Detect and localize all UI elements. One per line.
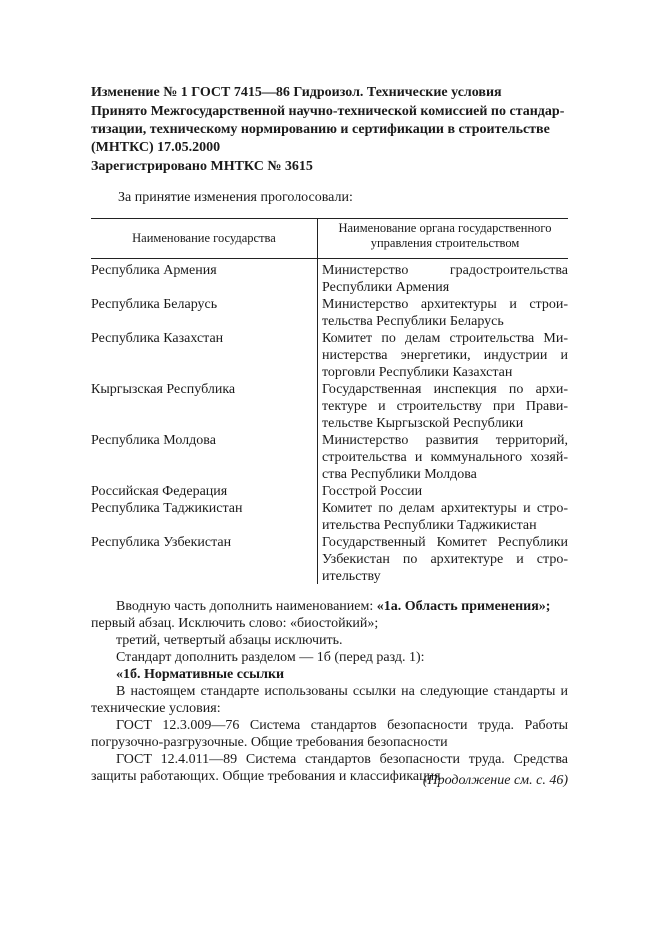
table-row bbox=[91, 483, 568, 500]
state-cell: Республика Казахстан bbox=[91, 331, 224, 346]
body-paragraph: В настоящем стандарте использованы ссылки на следующие стандарты и технические условия: bbox=[91, 684, 568, 716]
voting-table bbox=[91, 262, 568, 585]
organ-cell: Государственный Комитет Республики Узбекистан по архитектуре и строительству bbox=[322, 535, 568, 584]
organ-cell: Государственная инспекция по архитектуре и строительству при Правительстве Кыргызской Республики bbox=[322, 382, 568, 431]
organ-cell: Министерство градостроительства Республики Армения bbox=[322, 263, 568, 295]
state-cell: Республика Беларусь bbox=[91, 297, 218, 312]
organ-cell: Комитет по делам архитектуры и строительства Республики Таджикистан bbox=[322, 501, 568, 533]
reference-item: ГОСТ 12.4.011—89 Система стандартов безопасности труда. Средства защиты работающих. Общие требования и классификация bbox=[91, 752, 568, 784]
organ-cell: Комитет по делам строительства Министерства энергетики, индустрии и торговли Республики Казахстан bbox=[322, 331, 568, 380]
amendment-title: Изменение № 1 ГОСТ 7415—86 Гидроизол. Технические условия bbox=[91, 85, 502, 100]
state-cell: Республика Молдова bbox=[91, 433, 216, 448]
table-header-organ: Наименование органа государственного управления строительством bbox=[338, 221, 552, 250]
body-paragraph: первый абзац. Исключить слово: «биостойкий»; bbox=[91, 616, 379, 631]
reference-item: ГОСТ 12.3.009—76 Система стандартов безопасности труда. Работы погрузочно-разгрузочные. Общие требования безопасности bbox=[91, 718, 568, 750]
table-row bbox=[91, 500, 568, 534]
table-header-state: Наименование государства bbox=[132, 231, 276, 245]
body-text: Вводную часть дополнить наименованием: bbox=[116, 599, 377, 614]
table-row bbox=[91, 330, 568, 381]
registration-line: Зарегистрировано МНТКС № 3615 bbox=[91, 159, 313, 174]
acceptance-statement: Принято Межгосударственной научно-технической комиссией по стандартизации, техническому нормированию и сертификации в строительстве (МНТКС) 17.05.2000 bbox=[91, 104, 565, 155]
organ-cell: Госстрой России bbox=[322, 484, 423, 499]
state-cell: Российская Федерация bbox=[91, 484, 228, 499]
body-paragraph bbox=[91, 598, 568, 615]
section-heading bbox=[91, 666, 568, 683]
body-paragraph: Стандарт дополнить разделом — 1б (перед разд. 1): bbox=[116, 650, 425, 665]
state-cell: Республика Узбекистан bbox=[91, 535, 232, 550]
table-top-rule bbox=[91, 218, 568, 219]
state-cell: Кыргызская Республика bbox=[91, 382, 236, 397]
organ-cell: Министерство развития территорий, строительства и коммунального хозяйства Республики Молдова bbox=[322, 433, 568, 482]
state-cell: Республика Таджикистан bbox=[91, 501, 243, 516]
organ-cell: Министерство архитектуры и строительства Республики Беларусь bbox=[322, 297, 568, 329]
continuation-note: (Продолжение см. с. 46) bbox=[422, 773, 568, 788]
section-name: «1а. Область применения»; bbox=[376, 599, 551, 614]
table-header-rule bbox=[91, 258, 568, 259]
vote-intro: За принятие изменения проголосовали: bbox=[118, 190, 353, 205]
table-row bbox=[91, 262, 568, 296]
section-heading-text: «1б. Нормативные ссылки bbox=[116, 667, 285, 682]
body-paragraph: третий, четвертый абзацы исключить. bbox=[116, 633, 343, 648]
state-cell: Республика Армения bbox=[91, 263, 217, 278]
amendment-body bbox=[91, 598, 568, 785]
table-row bbox=[91, 381, 568, 432]
table-row bbox=[91, 534, 568, 585]
table-row bbox=[91, 432, 568, 483]
table-row bbox=[91, 296, 568, 330]
